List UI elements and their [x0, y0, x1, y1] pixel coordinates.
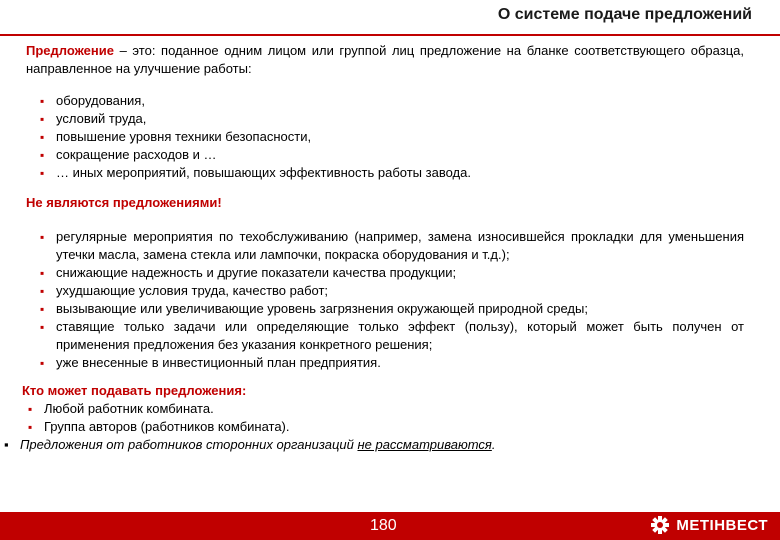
slide-content: [4, 42, 744, 454]
list-item: ▪ снижающие надежность и другие показатели качества продукции;: [26, 264, 744, 282]
not-proposals-list: [26, 228, 744, 372]
list-item: ▪ ставящие только задачи или определяющие только эффект (пользу), который может быть получен от применения предложения без указания конкретного решения;: [26, 318, 744, 354]
improvements-list: [26, 92, 744, 182]
definition-text: – это: поданное одним лицом или группой лиц предложение на бланке соответствующего образца, направленное на улучшение работы:: [26, 43, 744, 76]
note-row: [4, 436, 744, 454]
who-heading: Кто может подавать предложения:: [22, 383, 247, 398]
title-divider: [0, 34, 780, 36]
list-item: ▪ Любой работник комбината.: [14, 400, 744, 418]
brand-logo: [650, 515, 768, 535]
list-item: ▪ условий труда,: [26, 110, 744, 128]
brand-name: МЕТІНВЕСТ: [676, 516, 768, 534]
not-proposals-heading: Не являются предложениями!: [26, 195, 222, 210]
metinvest-star-icon: [650, 515, 670, 535]
list-item: ▪ регулярные мероприятия по техобслуживанию (например, замена износившейся прокладки для уменьшения утечки масла, замена стекла или лампочки, покраска оборудования и т.д.);: [26, 228, 744, 264]
list-item: ▪ уже внесенные в инвестиционный план предприятия.: [26, 354, 744, 372]
list-item: ▪ повышение уровня техники безопасности,: [26, 128, 744, 146]
list-item: ▪ Группа авторов (работников комбината).: [14, 418, 744, 436]
list-item: ▪ оборудования,: [26, 92, 744, 110]
page-number: 180: [370, 517, 397, 534]
definition-paragraph: [26, 42, 744, 78]
note-end: .: [491, 437, 496, 452]
note-emphasis: не рассматриваются: [357, 437, 492, 452]
list-item: ▪ … иных мероприятий, повышающих эффективность работы завода.: [26, 164, 744, 182]
note-text: Предложения от работников сторонних организаций: [20, 437, 358, 452]
bullet-icon: ▪: [4, 437, 9, 452]
footer-bar: [0, 512, 780, 540]
definition-term: Предложение: [26, 43, 114, 58]
list-item: ▪ вызывающие или увеличивающие уровень загрязнения окружающей природной среды;: [26, 300, 744, 318]
who-list: [14, 400, 744, 436]
list-item: ▪ ухудшающие условия труда, качество работ;: [26, 282, 744, 300]
list-item: ▪ сокращение расходов и …: [26, 146, 744, 164]
page-title: О системе подаче предложений: [497, 6, 752, 23]
